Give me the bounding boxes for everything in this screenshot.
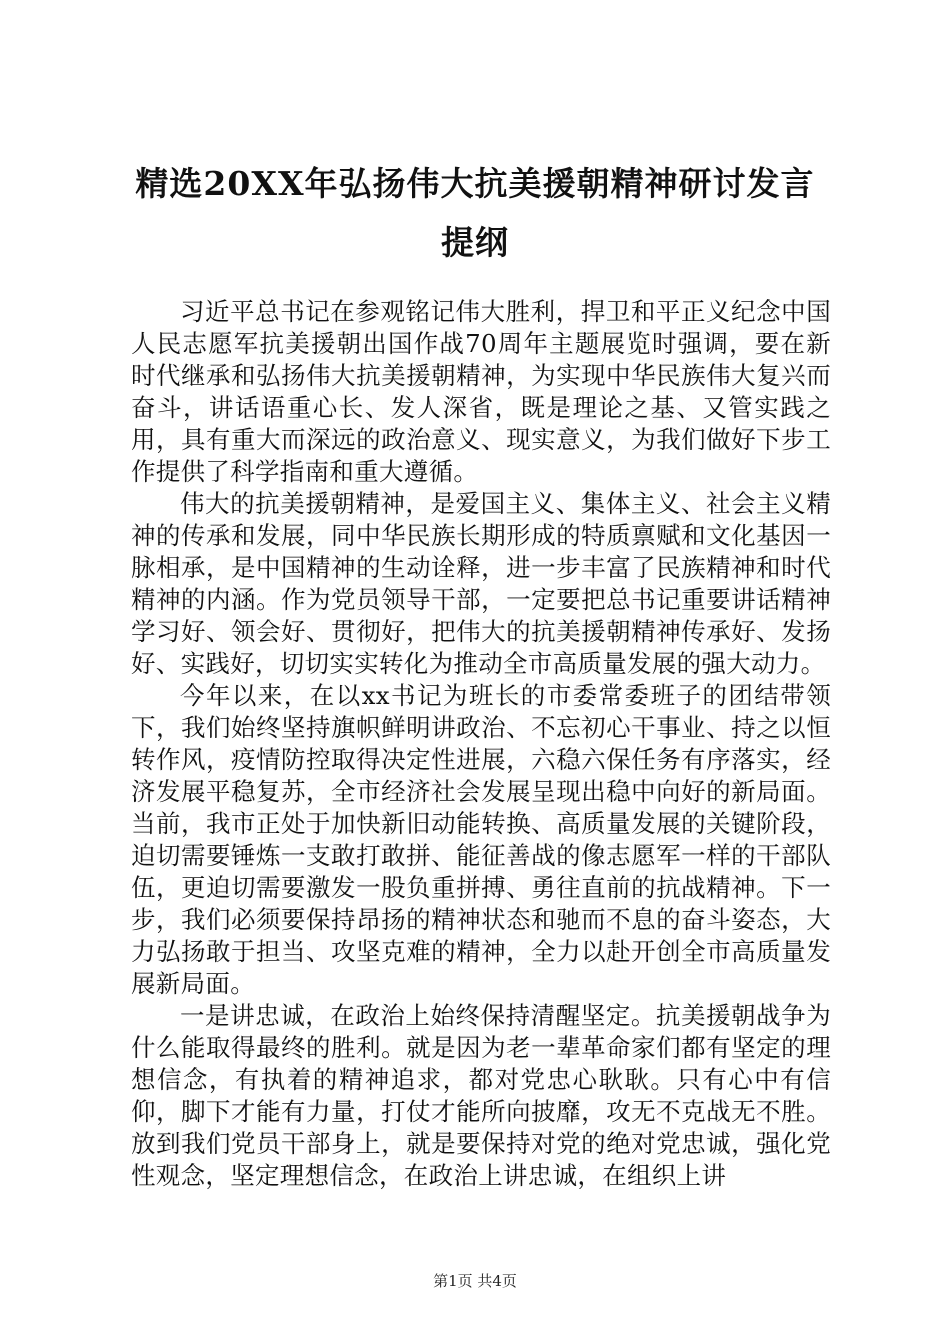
document-title-line-1: 精选20XX年弘扬伟大抗美援朝精神研讨发言 [135, 164, 815, 203]
paragraph: 一是讲忠诚，在政治上始终保持清醒坚定。抗美援朝战争为什么能取得最终的胜利。就是因为老一辈革命家们都有坚定的理想信念，有执着的精神追求，都对党忠心耿耿。只有心中有信仰，脚下才能有力量，打仗才能所向披靡，攻无不克战无不胜。放到我们党员干部身上，就是要保持对党的绝对党忠诚，强化党性观念，坚定理想信念，在政治上讲忠诚，在组织上讲 [131, 1001, 831, 1190]
paragraph: 习近平总书记在参观铭记伟大胜利，捍卫和平正义纪念中国人民志愿军抗美援朝出国作战70周年主题展览时强调，要在新时代继承和弘扬伟大抗美援朝精神，为实现中华民族伟大复兴而奋斗，讲话语重心长、发人深省，既是理论之基、又管实践之用，具有重大而深远的政治意义、现实意义，为我们做好下步工作提供了科学指南和重大遵循。 [131, 297, 831, 486]
page-number-footer: 第1页 共4页 [433, 1272, 517, 1290]
paragraph: 今年以来，在以xx书记为班长的市委常委班子的团结带领下，我们始终坚持旗帜鲜明讲政治、不忘初心干事业、持之以恒转作风，疫情防控取得决定性进展，六稳六保任务有序落实，经济发展平稳复苏，全市经济社会发展呈现出稳中向好的新局面。当前，我市正处于加快新旧动能转换、高质量发展的关键阶段，迫切需要锤炼一支敢打敢拼、能征善战的像志愿军一样的干部队伍，更迫切需要激发一股负重拼搏、勇往直前的抗战精神。下一步，我们必须要保持昂扬的精神状态和驰而不息的奋斗姿态，大力弘扬敢于担当、攻坚克难的精神，全力以赴开创全市高质量发展新局面。 [131, 681, 831, 998]
paragraph: 伟大的抗美援朝精神，是爱国主义、集体主义、社会主义精神的传承和发展，同中华民族长期形成的特质禀赋和文化基因一脉相承，是中国精神的生动诠释，进一步丰富了民族精神和时代精神的内涵。作为党员领导干部，一定要把总书记重要讲话精神学习好、领会好、贯彻好，把伟大的抗美援朝精神传承好、发扬好、实践好，切切实实转化为推动全市高质量发展的强大动力。 [131, 489, 831, 678]
document-body [131, 296, 831, 1192]
document-title-line-2: 提纲 [441, 223, 509, 262]
